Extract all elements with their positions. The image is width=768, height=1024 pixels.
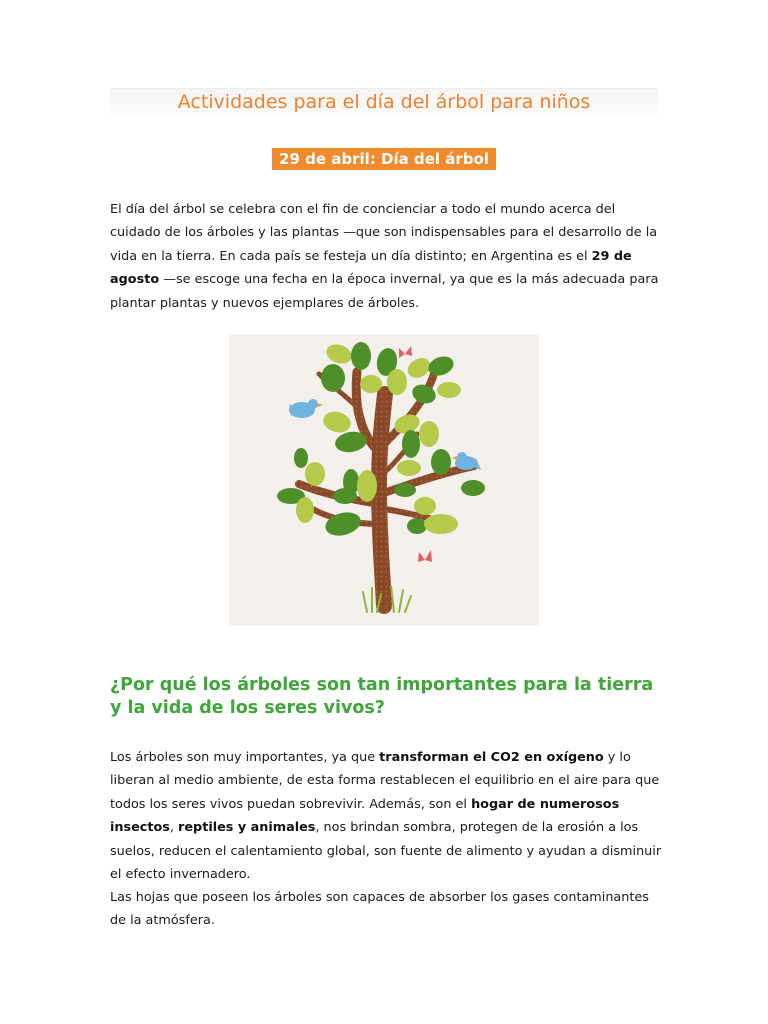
body-bold-3: reptiles y animales bbox=[178, 820, 316, 836]
body-bold-2: hogar de numerosos insectos bbox=[110, 796, 620, 836]
body-paragraph bbox=[110, 746, 662, 886]
body-text-1: Los árboles son muy importantes, ya que bbox=[110, 750, 380, 765]
body-text-2: y lo liberan al medio ambiente, de esta forma restablecen el equilibrio en el aire para que todos los seres vivos puedan sobrevivir. Además, son el bbox=[110, 750, 660, 812]
date-badge: 29 de abril: Día del árbol bbox=[272, 148, 496, 170]
section-heading: ¿Por qué los árboles son tan importantes para la tierra y la vida de los seres vivos? bbox=[110, 675, 654, 718]
body-text-4: , nos brindan sombra, protegen de la erosión a los suelos, reducen el calentamiento global, son fuente de alimento y ayudan a disminuir el efecto invernadero. bbox=[110, 820, 662, 883]
tree-with-birds-and-butterflies-icon bbox=[229, 334, 539, 626]
page-title: Actividades para el día del árbol para niños bbox=[110, 88, 658, 115]
intro-text-1: El día del árbol se celebra con el fin de concienciar a todo el mundo acerca del cuidado de los árboles y las plantas —que son indispensables para el desarrollo de la vida en la tierra. En cada país se festeja un día distinto; en Argentina es el bbox=[110, 202, 658, 264]
intro-text-2: —se escoge una fecha en la época invernal, ya que es la más adecuada para plantar plantas y nuevos ejemplares de árboles. bbox=[110, 272, 659, 311]
body-text-3: , bbox=[169, 820, 179, 836]
body-bold-1: transforman el CO2 en oxígeno bbox=[379, 750, 604, 765]
intro-date-bold: 29 de agosto bbox=[110, 248, 632, 288]
tree-illustration bbox=[229, 334, 539, 626]
intro-paragraph bbox=[110, 198, 662, 315]
closing-paragraph: Las hojas que poseen los árboles son capaces de absorber los gases contaminantes de la atmósfera. bbox=[110, 890, 649, 929]
date-badge-container bbox=[0, 148, 768, 170]
